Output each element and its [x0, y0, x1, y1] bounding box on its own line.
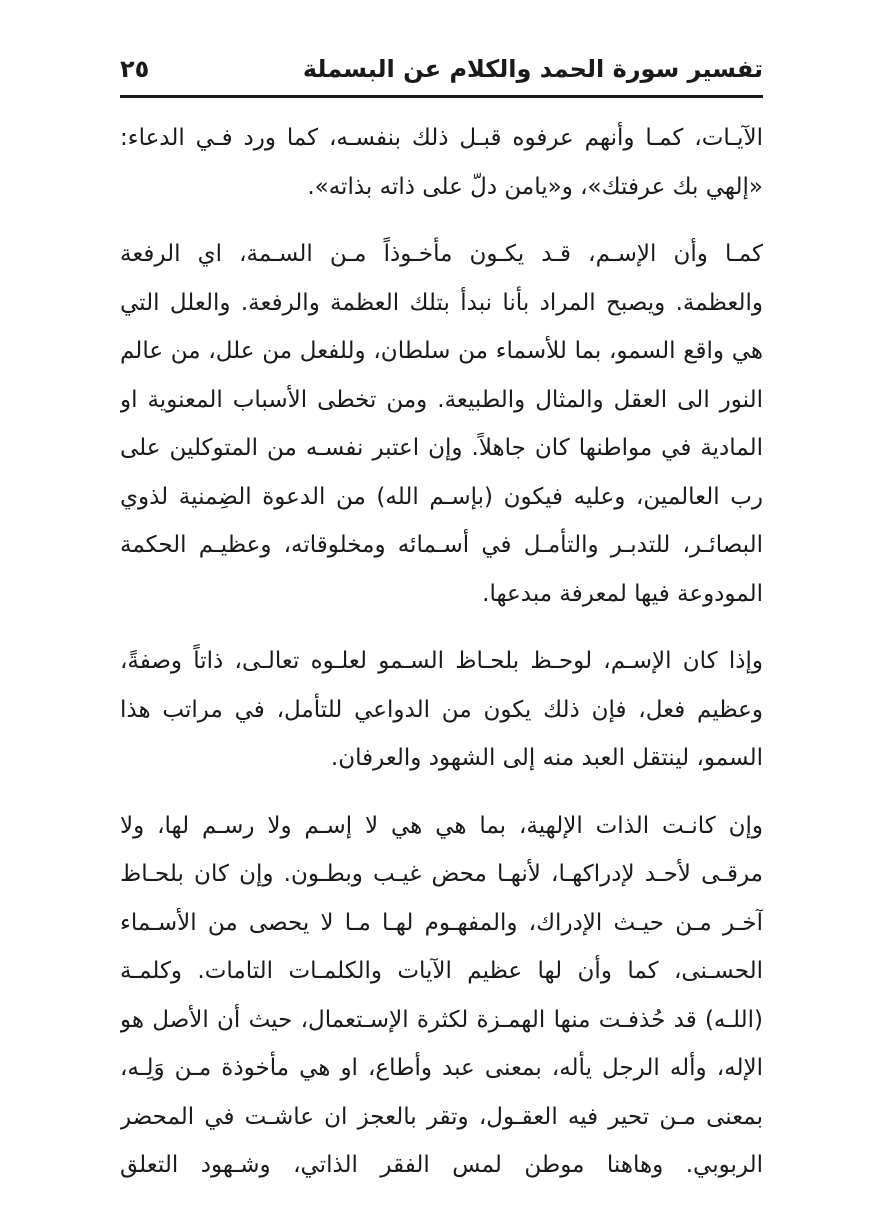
paragraph-4: وإن كانـت الذات الإلهية، بما هي هي لا إسـم ولا رسـم لها، ولا مرقـى لأحـد لإدراكهـا، لأنهـا محض غيـب وبطـون. وإن كان بلحـاظ آخـر مـن حيـث الإدراك، والمفهـوم لهـا مـا لا يحصى من الأسـماء الحسـنى، كما وأن لها عظيم الآيات والكلمـات التامات. وكلمـة (اللـه) قد حُذفـت منها الهمـزة لكثرة الإسـتعمال، حيث أن الأصل هو الإله، وأله الرجل يأله، بمعنى عبد وأطاع، او هي مأخوذة مـن وَلِـه، بمعنى مـن تحير فيه العقـول، وتقر بالعجز ان عاشـت في المحضر الربوبي. وهاهنا موطن لمس الفقر الذاتي، وشـهود التعلق	[120, 812, 763, 1178]
header-divider	[120, 95, 763, 98]
paragraph-2: كمـا وأن الإسـم، قـد يكـون مأخـوذاً مـن السـمة، اي الرفعة والعظمة. ويصبح المراد بأنا نبدأ بتلك العظمة والرفعة. والعلل التي هي واقع السمو، بما للأسماء من سلطان، وللفعل من علل، من عالم النور الى العقل والمثال والطبيعة. ومن تخطى الأسباب المعنوية او المادية في مواطنها كان جاهلاً. وإن اعتبر نفسـه من المتوكلين على رب العالمين، وعليه فيكون (بإسـم الله) من الدعوة الضِمنية لذوي البصائـر، للتدبـر والتأمـل في أسـمائه ومخلوقاته، وعظيـم الحكمة المودوعة فيها لمعرفة مبدعها.	[120, 241, 763, 607]
page-number: ٢٥	[120, 55, 150, 83]
paragraph-3: وإذا كان الإسـم، لوحـظ بلحـاظ السـمو لعلـوه تعالـى، ذاتاً وصفةً، وعظيم فعل، فإن ذلك يكون من الدواعي للتأمل، في مراتب هذا السمو، لينتقل العبد منه إلى الشهود والعرفان.	[120, 648, 763, 771]
body-text	[120, 114, 763, 1194]
running-title: تفسير سورة الحمد والكلام عن البسملة	[302, 55, 763, 83]
paragraph-1: الآيـات، كمـا وأنهم عرفوه قبـل ذلك بنفسـه، كما ورد فـي الدعاء: «إلهي بك عرفتك»، و«يامن دلّ على ذاته بذاته».	[120, 125, 763, 200]
page-header	[120, 44, 763, 94]
